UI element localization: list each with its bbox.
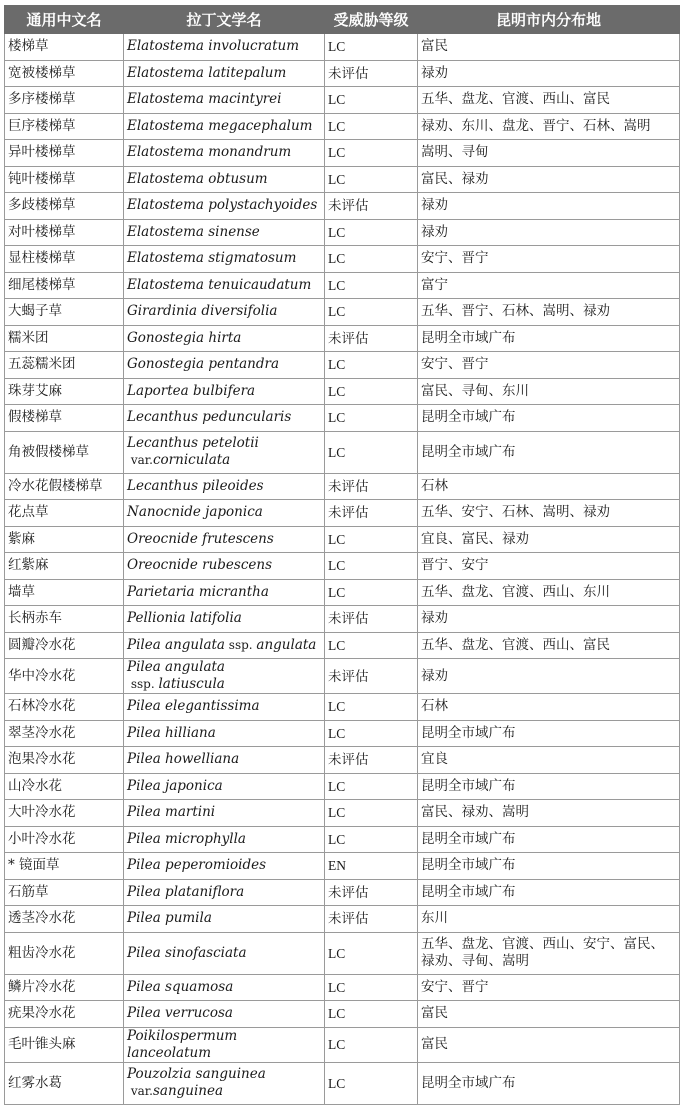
latin-name-cell: [124, 553, 325, 580]
distribution-cell: 嵩明、寻甸: [418, 140, 680, 167]
distribution-cell: 昆明全市域广布: [418, 853, 680, 880]
distribution-cell: 禄劝: [418, 606, 680, 633]
common-name-cell: 红紫麻: [5, 553, 124, 580]
table-row: [5, 826, 680, 853]
latin-name-cell: [124, 606, 325, 633]
table-row: [5, 219, 680, 246]
latin-name-text: Pilea verrucosa: [127, 1005, 233, 1022]
header-common-name: 通用中文名: [5, 6, 124, 34]
latin-name-text: Pilea microphylla: [127, 830, 246, 847]
threat-level-cell: 未评估: [325, 473, 418, 500]
table-row: [5, 140, 680, 167]
table-row: [5, 773, 680, 800]
latin-name-cell: [124, 974, 325, 1001]
common-name-cell: 对叶楼梯草: [5, 219, 124, 246]
table-row: [5, 579, 680, 606]
threat-level-cell: EN: [325, 853, 418, 880]
latin-name-cell: [124, 166, 325, 193]
latin-name-text: Girardinia diversifolia: [127, 303, 278, 320]
latin-name-text: Pilea japonica: [127, 777, 223, 794]
latin-name-text: Elatostema sinense: [127, 223, 260, 240]
threat-level-cell: LC: [325, 1001, 418, 1028]
latin-name-text: Poikilospermum lanceolatum: [127, 1027, 238, 1061]
latin-name-text: Pilea sinofasciata: [127, 944, 247, 961]
common-name-cell: 长柄赤车: [5, 606, 124, 633]
latin-name-text: Pilea plataniflora: [127, 883, 245, 900]
table-row: [5, 378, 680, 405]
distribution-cell: 昆明全市域广布: [418, 879, 680, 906]
threat-level-cell: LC: [325, 113, 418, 140]
common-name-cell: 鳞片冷水花: [5, 974, 124, 1001]
infraspecific-rank: ssp.: [224, 637, 257, 652]
latin-name-cell: [124, 272, 325, 299]
latin-name-cell: [124, 694, 325, 721]
latin-name-text: Pilea martini: [127, 804, 216, 821]
common-name-cell: 角被假楼梯草: [5, 431, 124, 473]
common-name-cell: 山冷水花: [5, 773, 124, 800]
species-table: [4, 5, 680, 1105]
distribution-cell: 五华、盘龙、官渡、西山、东川: [418, 579, 680, 606]
threat-level-cell: LC: [325, 299, 418, 326]
latin-name-cell: [124, 473, 325, 500]
distribution-cell: 五华、盘龙、官渡、西山、安宁、富民、禄劝、寻甸、嵩明: [418, 932, 680, 974]
common-name-cell: 粗齿冷水花: [5, 932, 124, 974]
latin-name-text: Elatostema tenuicaudatum: [127, 276, 312, 293]
distribution-cell: 安宁、晋宁: [418, 974, 680, 1001]
threat-level-cell: 未评估: [325, 659, 418, 694]
distribution-cell: 富民: [418, 1001, 680, 1028]
distribution-cell: 东川: [418, 906, 680, 933]
threat-level-cell: LC: [325, 632, 418, 659]
common-name-cell: 墙草: [5, 579, 124, 606]
distribution-cell: 富民: [418, 34, 680, 61]
distribution-cell: 昆明全市域广布: [418, 1062, 680, 1104]
threat-level-cell: 未评估: [325, 747, 418, 774]
table-row: [5, 694, 680, 721]
common-name-cell: 细尾楼梯草: [5, 272, 124, 299]
distribution-cell: 安宁、晋宁: [418, 246, 680, 273]
table-row: [5, 325, 680, 352]
table-row: [5, 632, 680, 659]
threat-level-cell: LC: [325, 826, 418, 853]
threat-level-cell: LC: [325, 579, 418, 606]
common-name-cell: 小叶冷水花: [5, 826, 124, 853]
latin-name-cell: [124, 747, 325, 774]
common-name-cell: 紫麻: [5, 526, 124, 553]
table-row: [5, 932, 680, 974]
distribution-cell: 五华、盘龙、官渡、西山、富民: [418, 632, 680, 659]
latin-name-cell: [124, 659, 325, 694]
distribution-cell: 石林: [418, 473, 680, 500]
threat-level-cell: LC: [325, 932, 418, 974]
infraspecific-epithet: angulata: [256, 636, 317, 653]
table-row: [5, 87, 680, 114]
table-row: [5, 299, 680, 326]
infraspecific-rank: ssp.: [127, 677, 159, 691]
latin-name-cell: [124, 853, 325, 880]
common-name-cell: 疣果冷水花: [5, 1001, 124, 1028]
distribution-cell: 禄劝: [418, 659, 680, 694]
latin-name-text: Pilea elegantissima: [127, 698, 260, 715]
latin-name-text: Nanocnide japonica: [127, 504, 263, 521]
latin-name-cell: [124, 1062, 325, 1104]
distribution-cell: 石林: [418, 694, 680, 721]
table-row: [5, 405, 680, 432]
latin-name-cell: [124, 113, 325, 140]
table-row: [5, 246, 680, 273]
common-name-cell: 红雾水葛: [5, 1062, 124, 1104]
distribution-cell: 昆明全市域广布: [418, 720, 680, 747]
common-name-cell: 毛叶锥头麻: [5, 1027, 124, 1062]
table-row: [5, 1062, 680, 1104]
common-name-cell: 异叶楼梯草: [5, 140, 124, 167]
threat-level-cell: LC: [325, 87, 418, 114]
latin-name-cell: [124, 405, 325, 432]
common-name-cell: 珠芽艾麻: [5, 378, 124, 405]
latin-name-cell: [124, 720, 325, 747]
latin-name-cell: [124, 526, 325, 553]
table-row: [5, 60, 680, 87]
table-row: [5, 853, 680, 880]
infraspecific-epithet: corniculata: [152, 452, 231, 468]
common-name-cell: 花点草: [5, 500, 124, 527]
latin-name-text: Pilea hilliana: [127, 724, 216, 741]
latin-name-text: Pilea pumila: [127, 910, 212, 927]
latin-name-text: Pellionia latifolia: [127, 610, 242, 627]
common-name-cell: 石筋草: [5, 879, 124, 906]
latin-name-text: Elatostema latitepalum: [127, 64, 287, 81]
threat-level-cell: LC: [325, 140, 418, 167]
common-name-cell: 楼梯草: [5, 34, 124, 61]
table-row: [5, 1027, 680, 1062]
distribution-cell: 昆明全市域广布: [418, 773, 680, 800]
threat-level-cell: 未评估: [325, 60, 418, 87]
threat-level-cell: LC: [325, 378, 418, 405]
table-row: [5, 1001, 680, 1028]
distribution-cell: 宜良、富民、禄劝: [418, 526, 680, 553]
distribution-cell: 五华、盘龙、官渡、西山、富民: [418, 87, 680, 114]
threat-level-cell: LC: [325, 773, 418, 800]
table-row: [5, 500, 680, 527]
threat-level-cell: LC: [325, 34, 418, 61]
table-row: [5, 747, 680, 774]
common-name-cell: 石林冷水花: [5, 694, 124, 721]
latin-name-text: Lecanthus petelotii: [127, 435, 259, 451]
distribution-cell: 晋宁、安宁: [418, 553, 680, 580]
table-row: [5, 659, 680, 694]
latin-name-cell: [124, 325, 325, 352]
latin-name-cell: [124, 140, 325, 167]
latin-name-cell: [124, 1027, 325, 1062]
threat-level-cell: LC: [325, 352, 418, 379]
common-name-cell: 多歧楼梯草: [5, 193, 124, 220]
table-row: [5, 906, 680, 933]
threat-level-cell: 未评估: [325, 500, 418, 527]
common-name-cell: 五蕊糯米团: [5, 352, 124, 379]
latin-name-text: Laportea bulbifera: [127, 382, 256, 399]
threat-level-cell: LC: [325, 800, 418, 827]
distribution-cell: 安宁、晋宁: [418, 352, 680, 379]
table-row: [5, 553, 680, 580]
table-row: [5, 113, 680, 140]
threat-level-cell: 未评估: [325, 906, 418, 933]
latin-name-cell: [124, 800, 325, 827]
latin-name-cell: [124, 500, 325, 527]
header-distribution: 昆明市内分布地: [418, 6, 680, 34]
latin-name-text: Pilea howelliana: [127, 751, 240, 768]
infraspecific-rank: var.: [127, 1084, 153, 1098]
latin-name-cell: [124, 352, 325, 379]
threat-level-cell: 未评估: [325, 325, 418, 352]
latin-name-text: Elatostema megacephalum: [127, 117, 313, 134]
latin-name-cell: [124, 826, 325, 853]
header-threat-level: 受威胁等级: [325, 6, 418, 34]
latin-name-text: Pilea peperomioides: [127, 857, 267, 874]
distribution-cell: 禄劝: [418, 60, 680, 87]
table-row: [5, 800, 680, 827]
latin-name-cell: [124, 932, 325, 974]
distribution-cell: 五华、安宁、石林、嵩明、禄劝: [418, 500, 680, 527]
common-name-cell: 糯米团: [5, 325, 124, 352]
table-row: [5, 193, 680, 220]
distribution-cell: 昆明全市域广布: [418, 405, 680, 432]
table-row: [5, 166, 680, 193]
latin-name-cell: [124, 879, 325, 906]
table-row: [5, 606, 680, 633]
header-row: [5, 6, 680, 34]
latin-name-cell: [124, 299, 325, 326]
latin-name-text: Elatostema involucratum: [127, 38, 300, 55]
table-row: [5, 879, 680, 906]
common-name-cell: 冷水花假楼梯草: [5, 473, 124, 500]
common-name-cell: 宽被楼梯草: [5, 60, 124, 87]
latin-name-text: Pilea angulata: [127, 636, 225, 653]
threat-level-cell: LC: [325, 1062, 418, 1104]
common-name-cell: 大叶冷水花: [5, 800, 124, 827]
distribution-cell: 五华、晋宁、石林、嵩明、禄劝: [418, 299, 680, 326]
threat-level-cell: LC: [325, 694, 418, 721]
distribution-cell: 昆明全市域广布: [418, 431, 680, 473]
infraspecific-epithet: latiuscula: [158, 676, 225, 692]
threat-level-cell: LC: [325, 405, 418, 432]
latin-name-cell: [124, 87, 325, 114]
latin-name-text: Pouzolzia sanguinea: [127, 1066, 266, 1082]
latin-name-text: Gonostegia pentandra: [127, 356, 280, 373]
table-row: [5, 720, 680, 747]
latin-name-text: Lecanthus peduncularis: [127, 409, 292, 426]
table-row: [5, 272, 680, 299]
latin-name-text: Oreocnide rubescens: [127, 557, 273, 574]
distribution-cell: 宜良: [418, 747, 680, 774]
distribution-cell: 昆明全市域广布: [418, 826, 680, 853]
common-name-cell: 圆瓣冷水花: [5, 632, 124, 659]
distribution-cell: 富民、禄劝: [418, 166, 680, 193]
header-latin-name: 拉丁文学名: [124, 6, 325, 34]
table-row: [5, 473, 680, 500]
latin-name-cell: [124, 1001, 325, 1028]
threat-level-cell: LC: [325, 166, 418, 193]
latin-name-text: Parietaria micrantha: [127, 583, 269, 600]
latin-name-cell: [124, 219, 325, 246]
latin-name-cell: [124, 34, 325, 61]
latin-name-text: Elatostema monandrum: [127, 144, 292, 161]
distribution-cell: 禄劝、东川、盘龙、晋宁、石林、嵩明: [418, 113, 680, 140]
threat-level-cell: LC: [325, 272, 418, 299]
latin-name-cell: [124, 378, 325, 405]
common-name-cell: 泡果冷水花: [5, 747, 124, 774]
latin-name-cell: [124, 60, 325, 87]
latin-name-cell: [124, 906, 325, 933]
common-name-cell: 翠茎冷水花: [5, 720, 124, 747]
latin-name-cell: [124, 773, 325, 800]
threat-level-cell: 未评估: [325, 193, 418, 220]
common-name-cell: 钝叶楼梯草: [5, 166, 124, 193]
threat-level-cell: LC: [325, 974, 418, 1001]
threat-level-cell: LC: [325, 1027, 418, 1062]
threat-level-cell: LC: [325, 219, 418, 246]
latin-name-text: Gonostegia hirta: [127, 329, 242, 346]
table-row: [5, 34, 680, 61]
distribution-cell: 昆明全市域广布: [418, 325, 680, 352]
latin-name-text: Elatostema obtusum: [127, 170, 268, 187]
common-name-cell: 假楼梯草: [5, 405, 124, 432]
common-name-cell: 华中冷水花: [5, 659, 124, 694]
threat-level-cell: LC: [325, 246, 418, 273]
latin-name-text: Oreocnide frutescens: [127, 530, 274, 547]
distribution-cell: 富民: [418, 1027, 680, 1062]
latin-name-text: Pilea squamosa: [127, 978, 234, 995]
infraspecific-rank: var.: [127, 453, 153, 467]
distribution-cell: 禄劝: [418, 193, 680, 220]
distribution-cell: 富民、禄劝、嵩明: [418, 800, 680, 827]
threat-level-cell: 未评估: [325, 606, 418, 633]
threat-level-cell: LC: [325, 526, 418, 553]
threat-level-cell: LC: [325, 553, 418, 580]
threat-level-cell: 未评估: [325, 879, 418, 906]
common-name-cell: 大蝎子草: [5, 299, 124, 326]
common-name-cell: 巨序楼梯草: [5, 113, 124, 140]
latin-name-cell: [124, 579, 325, 606]
table-row: [5, 974, 680, 1001]
common-name-cell: 透茎冷水花: [5, 906, 124, 933]
distribution-cell: 富民、寻甸、东川: [418, 378, 680, 405]
latin-name-text: Pilea angulata: [127, 659, 225, 675]
latin-name-text: Elatostema stigmatosum: [127, 250, 297, 267]
table-row: [5, 352, 680, 379]
infraspecific-epithet: sanguinea: [152, 1083, 224, 1099]
latin-name-text: Elatostema macintyrei: [127, 91, 282, 108]
latin-name-cell: [124, 632, 325, 659]
latin-name-cell: [124, 246, 325, 273]
latin-name-cell: [124, 193, 325, 220]
threat-level-cell: LC: [325, 431, 418, 473]
threat-level-cell: LC: [325, 720, 418, 747]
common-name-cell: 显柱楼梯草: [5, 246, 124, 273]
distribution-cell: 禄劝: [418, 219, 680, 246]
common-name-cell: 多序楼梯草: [5, 87, 124, 114]
table-row: [5, 526, 680, 553]
latin-name-text: Lecanthus pileoides: [127, 477, 264, 494]
distribution-cell: 富宁: [418, 272, 680, 299]
table-row: [5, 431, 680, 473]
common-name-cell: * 镜面草: [5, 853, 124, 880]
latin-name-text: Elatostema polystachyoides: [127, 197, 318, 214]
latin-name-cell: [124, 431, 325, 473]
